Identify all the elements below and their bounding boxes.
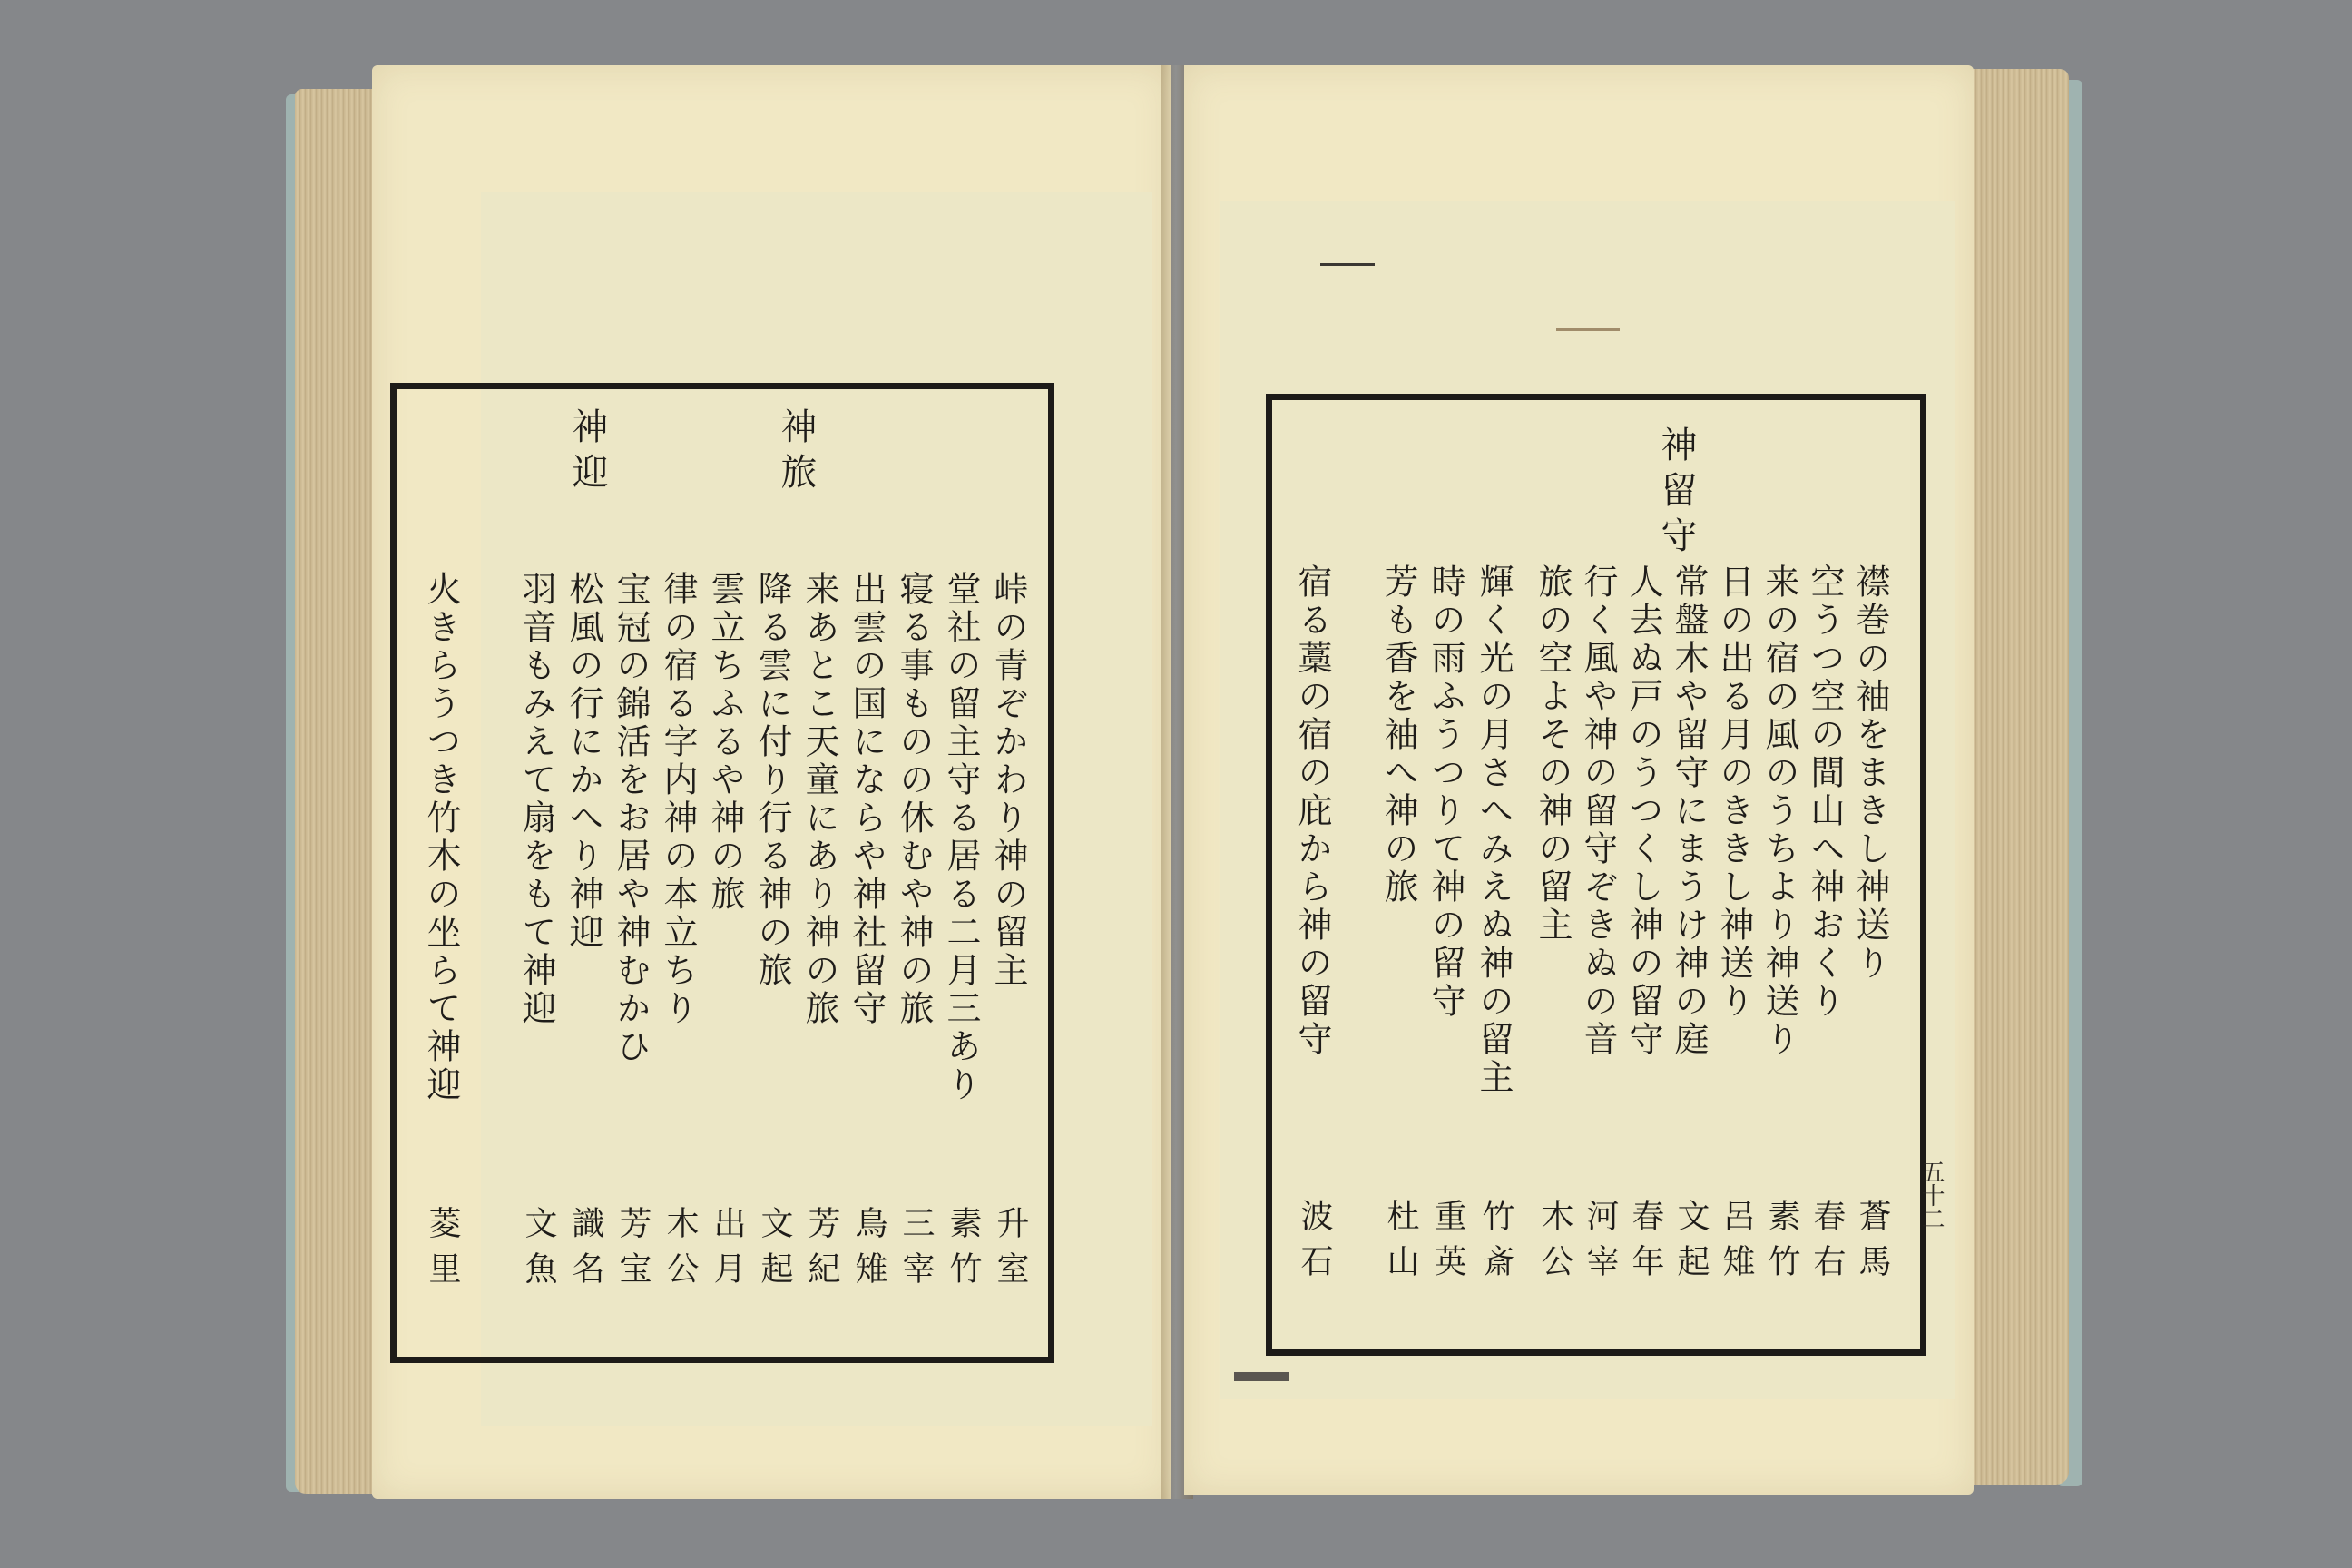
- poem-text: 常盤木や留守にまうけ神の庭: [1669, 564, 1709, 1059]
- poem-text: 空うつ空の間山へ神おくり: [1805, 564, 1845, 1021]
- poem-text: 出雲の国にならや神社留守: [847, 571, 887, 1028]
- open-book: [286, 62, 2082, 1500]
- poem-text: 日の出る月のききし神送り: [1714, 564, 1754, 1021]
- paper-crease: [1556, 328, 1620, 331]
- poem-author: 升室: [992, 1206, 1029, 1297]
- poem-author: 木公: [662, 1206, 699, 1297]
- poem-author: 重英: [1429, 1199, 1466, 1289]
- poem-text: 輝く光の月さへみえぬ神の留主: [1474, 564, 1514, 1097]
- poem-text: 羽音もみえて扇をもて神迎: [516, 571, 556, 1028]
- poem-text: 宿る藁の宿の庇から神の留守: [1292, 564, 1332, 1059]
- poem-author: 木公: [1536, 1199, 1573, 1289]
- left-page: [372, 65, 1171, 1499]
- poem-author: 文魚: [520, 1206, 557, 1297]
- poem-author: 文起: [1672, 1199, 1710, 1289]
- poem-author: 菱里: [424, 1206, 461, 1297]
- poem-text: 芳も香を袖へ神の旅: [1378, 564, 1418, 906]
- poem-author: 河宰: [1582, 1199, 1619, 1289]
- poem-text: 宝冠の錦活をお居や神むかひ: [611, 571, 651, 1066]
- poem-text: 人去ぬ戸のうつくし神の留守: [1623, 564, 1663, 1059]
- poem-text: 雲立ちふるや神の旅: [705, 571, 745, 914]
- poem-text: 火きらうつき竹木の坐らて神迎: [421, 571, 461, 1104]
- poem-text: 行く風や神の留守ぞきぬの音: [1578, 564, 1618, 1059]
- ink-smudge: [1234, 1372, 1289, 1381]
- poem-text: 降る雲に付り行る神の旅: [752, 571, 792, 990]
- poem-author: 呂雉: [1718, 1199, 1755, 1289]
- poem-author: 春右: [1808, 1199, 1846, 1289]
- left-text-frame: [390, 383, 1054, 1363]
- ink-speck: [1320, 263, 1375, 266]
- section-title-kami-rusu: 神留守: [1655, 426, 1697, 562]
- poem-author: 鳥雉: [850, 1206, 887, 1297]
- section-title-kami-tabi: 神旅: [775, 407, 817, 498]
- poem-author: 蒼馬: [1854, 1199, 1891, 1289]
- poem-author: 芳宝: [614, 1206, 652, 1297]
- section-title-kami-mukae: 神迎: [566, 407, 608, 498]
- poem-author: 三宰: [897, 1206, 935, 1297]
- poem-author: 竹斎: [1477, 1199, 1514, 1289]
- poem-text: 峠の青ぞかわり神の留主: [988, 571, 1028, 990]
- poem-author: 波石: [1296, 1199, 1333, 1289]
- poem-author: 識名: [567, 1206, 604, 1297]
- page-stack-right: [1960, 69, 2069, 1485]
- poem-author: 芳紀: [803, 1206, 840, 1297]
- poem-text: 律の宿る字内神の本立ちり: [658, 571, 698, 1028]
- poem-author: 素竹: [945, 1206, 982, 1297]
- poem-author: 出月: [709, 1206, 746, 1297]
- right-text-frame: [1266, 394, 1926, 1356]
- poem-text: 旅の空よその神の留主: [1533, 564, 1573, 945]
- poem-text: 来あとこ天童にあり神の旅: [799, 571, 839, 1028]
- poem-author: 文起: [756, 1206, 793, 1297]
- page-number: 五十二: [1917, 1160, 1945, 1230]
- poem-text: 松風の行にかへり神迎: [564, 571, 603, 952]
- poem-author: 素竹: [1763, 1199, 1800, 1289]
- poem-text: 時の雨ふうつりて神の留守: [1426, 564, 1465, 1021]
- poem-author: 杜山: [1382, 1199, 1419, 1289]
- right-page: [1184, 65, 1974, 1494]
- poem-author: 春年: [1627, 1199, 1664, 1289]
- poem-text: 寝る事ものの休むや神の旅: [894, 571, 934, 1028]
- poem-text: 襟巻の袖をまきし神送り: [1850, 564, 1890, 983]
- poem-text: 堂社の留主守る居る二月三あり: [941, 571, 981, 1104]
- poem-text: 来の宿の風のうちより神送り: [1759, 564, 1799, 1059]
